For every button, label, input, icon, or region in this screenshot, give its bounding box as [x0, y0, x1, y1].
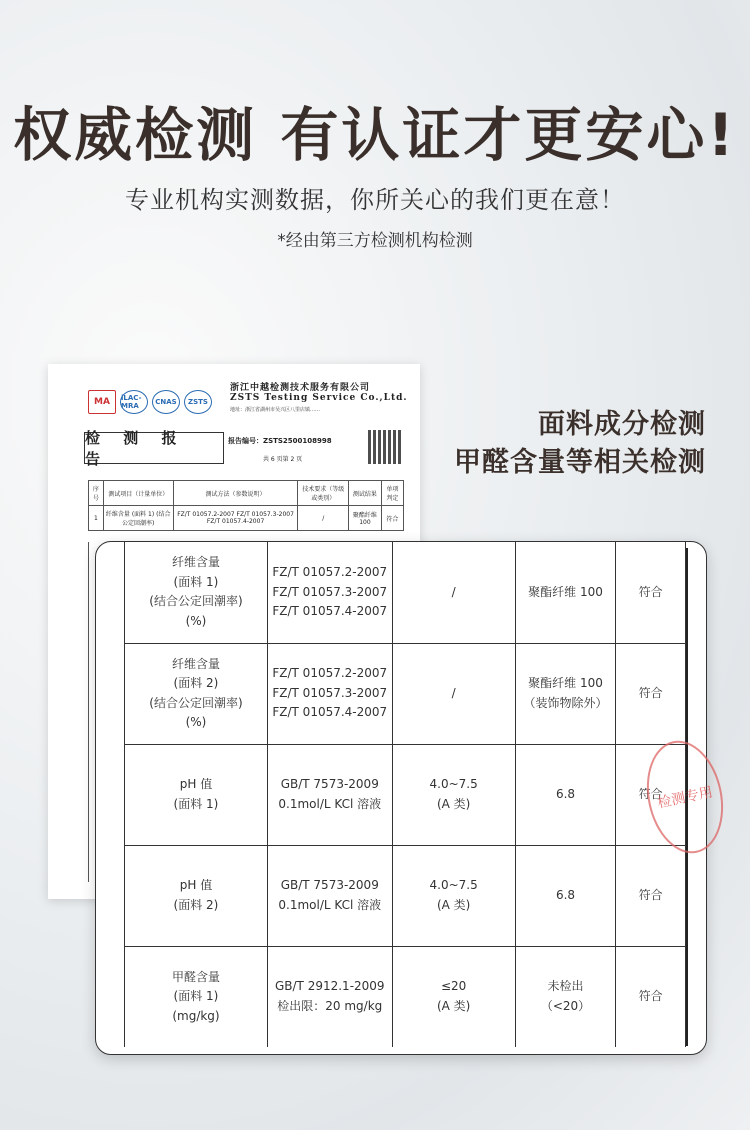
report-logos: [88, 390, 212, 414]
verdict-cell: 符合: [616, 946, 686, 1047]
report-org-cn: 浙江中越检测技术服务有限公司: [230, 383, 371, 393]
item-cell: 纤维含量 (面料 1) (结合公定回潮率) (%): [125, 542, 268, 643]
report-cell: 1: [89, 506, 104, 531]
headline: 权威检测 有认证才更安心!: [13, 101, 737, 169]
result-cell: 未检出 （<20）: [515, 946, 616, 1047]
result-cell: 聚酯纤维 100 （装饰物除外）: [515, 643, 616, 744]
requirement-cell: /: [392, 542, 515, 643]
subheadline: 专业机构实测数据，你所关心的我们更在意！: [125, 186, 625, 214]
stamp-text: 检测专用: [656, 784, 715, 812]
requirement-cell: 4.0~7.5 (A 类): [392, 845, 515, 946]
method-cell: GB/T 7573-2009 0.1mol/L KCl 溶液: [267, 845, 392, 946]
method-cell: GB/T 2912.1-2009 检出限：20 mg/kg: [267, 946, 392, 1047]
method-cell: GB/T 7573-2009 0.1mol/L KCl 溶液: [267, 744, 392, 845]
ilac-logo-icon: iLAC-MRA: [120, 390, 148, 414]
item-cell: pH 值 (面料 1): [125, 744, 268, 845]
result-cell: 聚酯纤维 100: [515, 542, 616, 643]
method-cell: FZ/T 01057.2-2007 FZ/T 01057.3-2007 FZ/T 01057.4-2007: [267, 643, 392, 744]
method-cell: FZ/T 01057.2-2007 FZ/T 01057.3-2007 FZ/T 01057.4-2007: [267, 542, 392, 643]
result-cell: 6.8: [515, 845, 616, 946]
report-cell: 纤维含量 (面料 1) (结合公定回潮率): [103, 506, 173, 531]
report-org-en: ZSTS Testing Service Co.,Ltd.: [230, 393, 408, 403]
item-cell: 纤维含量 (面料 2) (结合公定回潮率) (%): [125, 643, 268, 744]
ma-logo-icon: MA: [88, 390, 116, 414]
report-cell: FZ/T 01057.2-2007 FZ/T 01057.3-2007 FZ/T 01057.4-2007: [173, 506, 298, 531]
report-header-table: [88, 480, 404, 531]
report-header-cell: 技术要求（等级或类别）: [298, 481, 349, 506]
report-org-address: 地址：浙江省湖州市吴兴区八里店镇……: [230, 407, 321, 413]
table-row: [125, 845, 686, 946]
verdict-cell: 符合: [616, 744, 686, 845]
report-header-cell: 单项判定: [381, 481, 403, 506]
table-row: [125, 744, 686, 845]
report-number: 报告编号：ZSTS2500108998: [228, 437, 332, 445]
table-row: [125, 643, 686, 744]
report-cell: 符合: [381, 506, 403, 531]
requirement-cell: 4.0~7.5 (A 类): [392, 744, 515, 845]
requirement-cell: /: [392, 643, 515, 744]
result-cell: 6.8: [515, 744, 616, 845]
table-row: [125, 542, 686, 643]
item-cell: 甲醛含量 (面料 1) (mg/kg): [125, 946, 268, 1047]
verdict-cell: 符合: [616, 643, 686, 744]
footnote: *经由第三方检测机构检测: [277, 231, 473, 251]
table-row: [125, 946, 686, 1047]
report-page: 共 6 页第 2 页: [263, 456, 303, 463]
report-header-cell: 序号: [89, 481, 104, 506]
side-title-formaldehyde: 甲醛含量等相关检测: [454, 447, 706, 478]
report-header-cell: 测试项目（计量单位）: [103, 481, 173, 506]
requirement-cell: ≤20 (A 类): [392, 946, 515, 1047]
report-header-cell: 测试结果: [349, 481, 382, 506]
results-table-card: [95, 541, 715, 1055]
qr-code-icon: [368, 430, 402, 464]
side-title-fabric: 面料成分检测: [538, 409, 706, 440]
item-cell: pH 值 (面料 2): [125, 845, 268, 946]
cnas-logo-icon: CNAS: [152, 390, 180, 414]
report-title: 检 测 报 告: [84, 432, 224, 464]
zsts-logo-icon: ZSTS: [184, 390, 212, 414]
verdict-cell: 符合: [616, 845, 686, 946]
report-cell: 聚酯纤维 100: [349, 506, 382, 531]
results-table: [124, 542, 686, 1047]
report-header-cell: 测试方法（参数说明）: [173, 481, 298, 506]
verdict-cell: 符合: [616, 542, 686, 643]
report-cell: /: [298, 506, 349, 531]
